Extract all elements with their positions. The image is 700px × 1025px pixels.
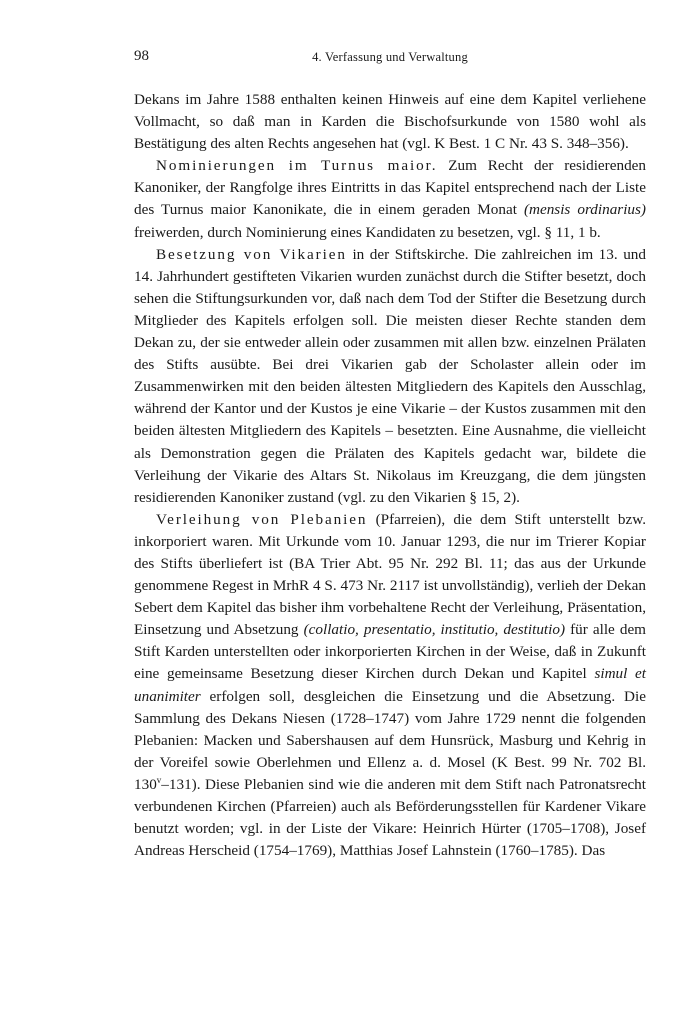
page-header	[134, 48, 646, 68]
verso-superscript: v	[156, 774, 162, 785]
running-head: 4. Verfassung und Verwaltung	[312, 50, 468, 64]
body-text	[134, 89, 646, 862]
paragraph-nominierungen: Nominierungen im Turnus maior. Zum Recht der residierenden Kanoniker, der Rangfolge ihres Eintritts in das Kapitel entsprechend nach der Liste des Turnus maior Kanonikate, die in einem geraden Monat (mensis ordinarius) freiwerden, durch Nominierung eines Kandidaten zu besetzen, vgl. § 11, 1 b.	[134, 157, 646, 241]
paragraph-vikarien: Besetzung von Vikarien in der Stiftskirche. Die zahlreichen im 13. und 14. Jahrhundert gestifteten Vikarien wurden zunächst durch die Stifter besetzt, doch sehen die Stiftungsurkunden vor, daß nach dem Tod der Stifter die Besetzung durch Mitglieder des Kapitels erfolgen soll. Die meisten dieser Rechte standen dem Dekan zu, der sie entweder allein oder zusammen mit allen bzw. einzelnen Prälaten des Stifts ausübte. Bei drei Vikarien gab der Scholaster allein oder im Zusammenwirken mit den beiden ältesten Mitgliedern des Kapitels den Ausschlag, während der Kantor und der Kustos je eine Vikarie – der Kustos zusammen mit den beiden ältesten Mitgliedern des Kapitels – besetzten. Eine Ausnahme, die vielleicht als Demonstration gegen die Prälaten des Kapitels gedacht war, bildete die Verleihung der Vikarie des Altars St. Nikolaus im Kreuzgang, die dem jüngsten residierenden Kanoniker zustand (vgl. zu den Vikarien § 15, 2).	[134, 245, 646, 506]
section-heading: Besetzung von Vikarien	[156, 245, 347, 263]
section-heading: Nominierungen im Turnus maior.	[156, 157, 438, 175]
page-number: 98	[134, 48, 149, 64]
section-heading: Verleihung von Plebanien	[156, 510, 368, 528]
paragraph-continuation: Dekans im Jahre 1588 enthalten keinen Hinweis auf eine dem Kapitel verliehene Vollmacht, so daß man in Karden die Bischofsurkunde von 1580 wohl als Bestätigung des alten Rechts angesehen hat (vgl. K Best. 1 C Nr. 43 S. 348–356).	[134, 91, 646, 153]
latin-term: (mensis ordinarius)	[523, 201, 646, 219]
latin-term: simul et unanimiter	[134, 665, 646, 705]
latin-term: (collatio, presentatio, institutio, destitutio)	[303, 621, 566, 639]
paragraph-plebanien: Verleihung von Plebanien (Pfarreien), die dem Stift unterstellt bzw. inkorporiert waren. Mit Urkunde vom 10. Januar 1293, die nur im Trierer Kopiar des Stifts überliefert ist (BA Trier Abt. 95 Nr. 292 Bl. 11; das aus der Urkunde genommene Regest in MrhR 4 S. 473 Nr. 2117 ist unvollständig), verlieh der Dekan Sebert dem Kapitel das bisher ihm vorbehaltene Recht der Verleihung, Präsentation, Einsetzung und Absetzung (collatio, presentatio, institutio, destitutio) für alle dem Stift Karden unterstellten oder inkorporierten Kirchen in der Weise, daß in Zukunft eine gemeinsame Besetzung dieser Kirchen durch Dekan und Kapitel simul et unanimiter erfolgen soll, desgleichen die Einsetzung und die Absetzung. Die Sammlung des Dekans Niesen (1728–1747) vom Jahre 1729 nennt die folgenden Plebanien: Macken und Sabershausen auf dem Hunsrück, Masburg und Kehrig in der Voreifel sowie Oberlehmen und Ellenz a. d. Mosel (K Best. 99 Nr. 702 Bl. 130$^v$–131). Diese Plebanien sind wie die anderen mit dem Stift nach Patronatsrecht verbundenen Kirchen (Pfarreien) auch als Beförderungsstellen für Kardener Vikare benutzt worden; vgl. in der Liste der Vikare: Heinrich Hürter (1705–1708), Josef Andreas Herscheid (1754–1769), Matthias Josef Lahnstein (1760–1785). Das	[134, 510, 646, 860]
